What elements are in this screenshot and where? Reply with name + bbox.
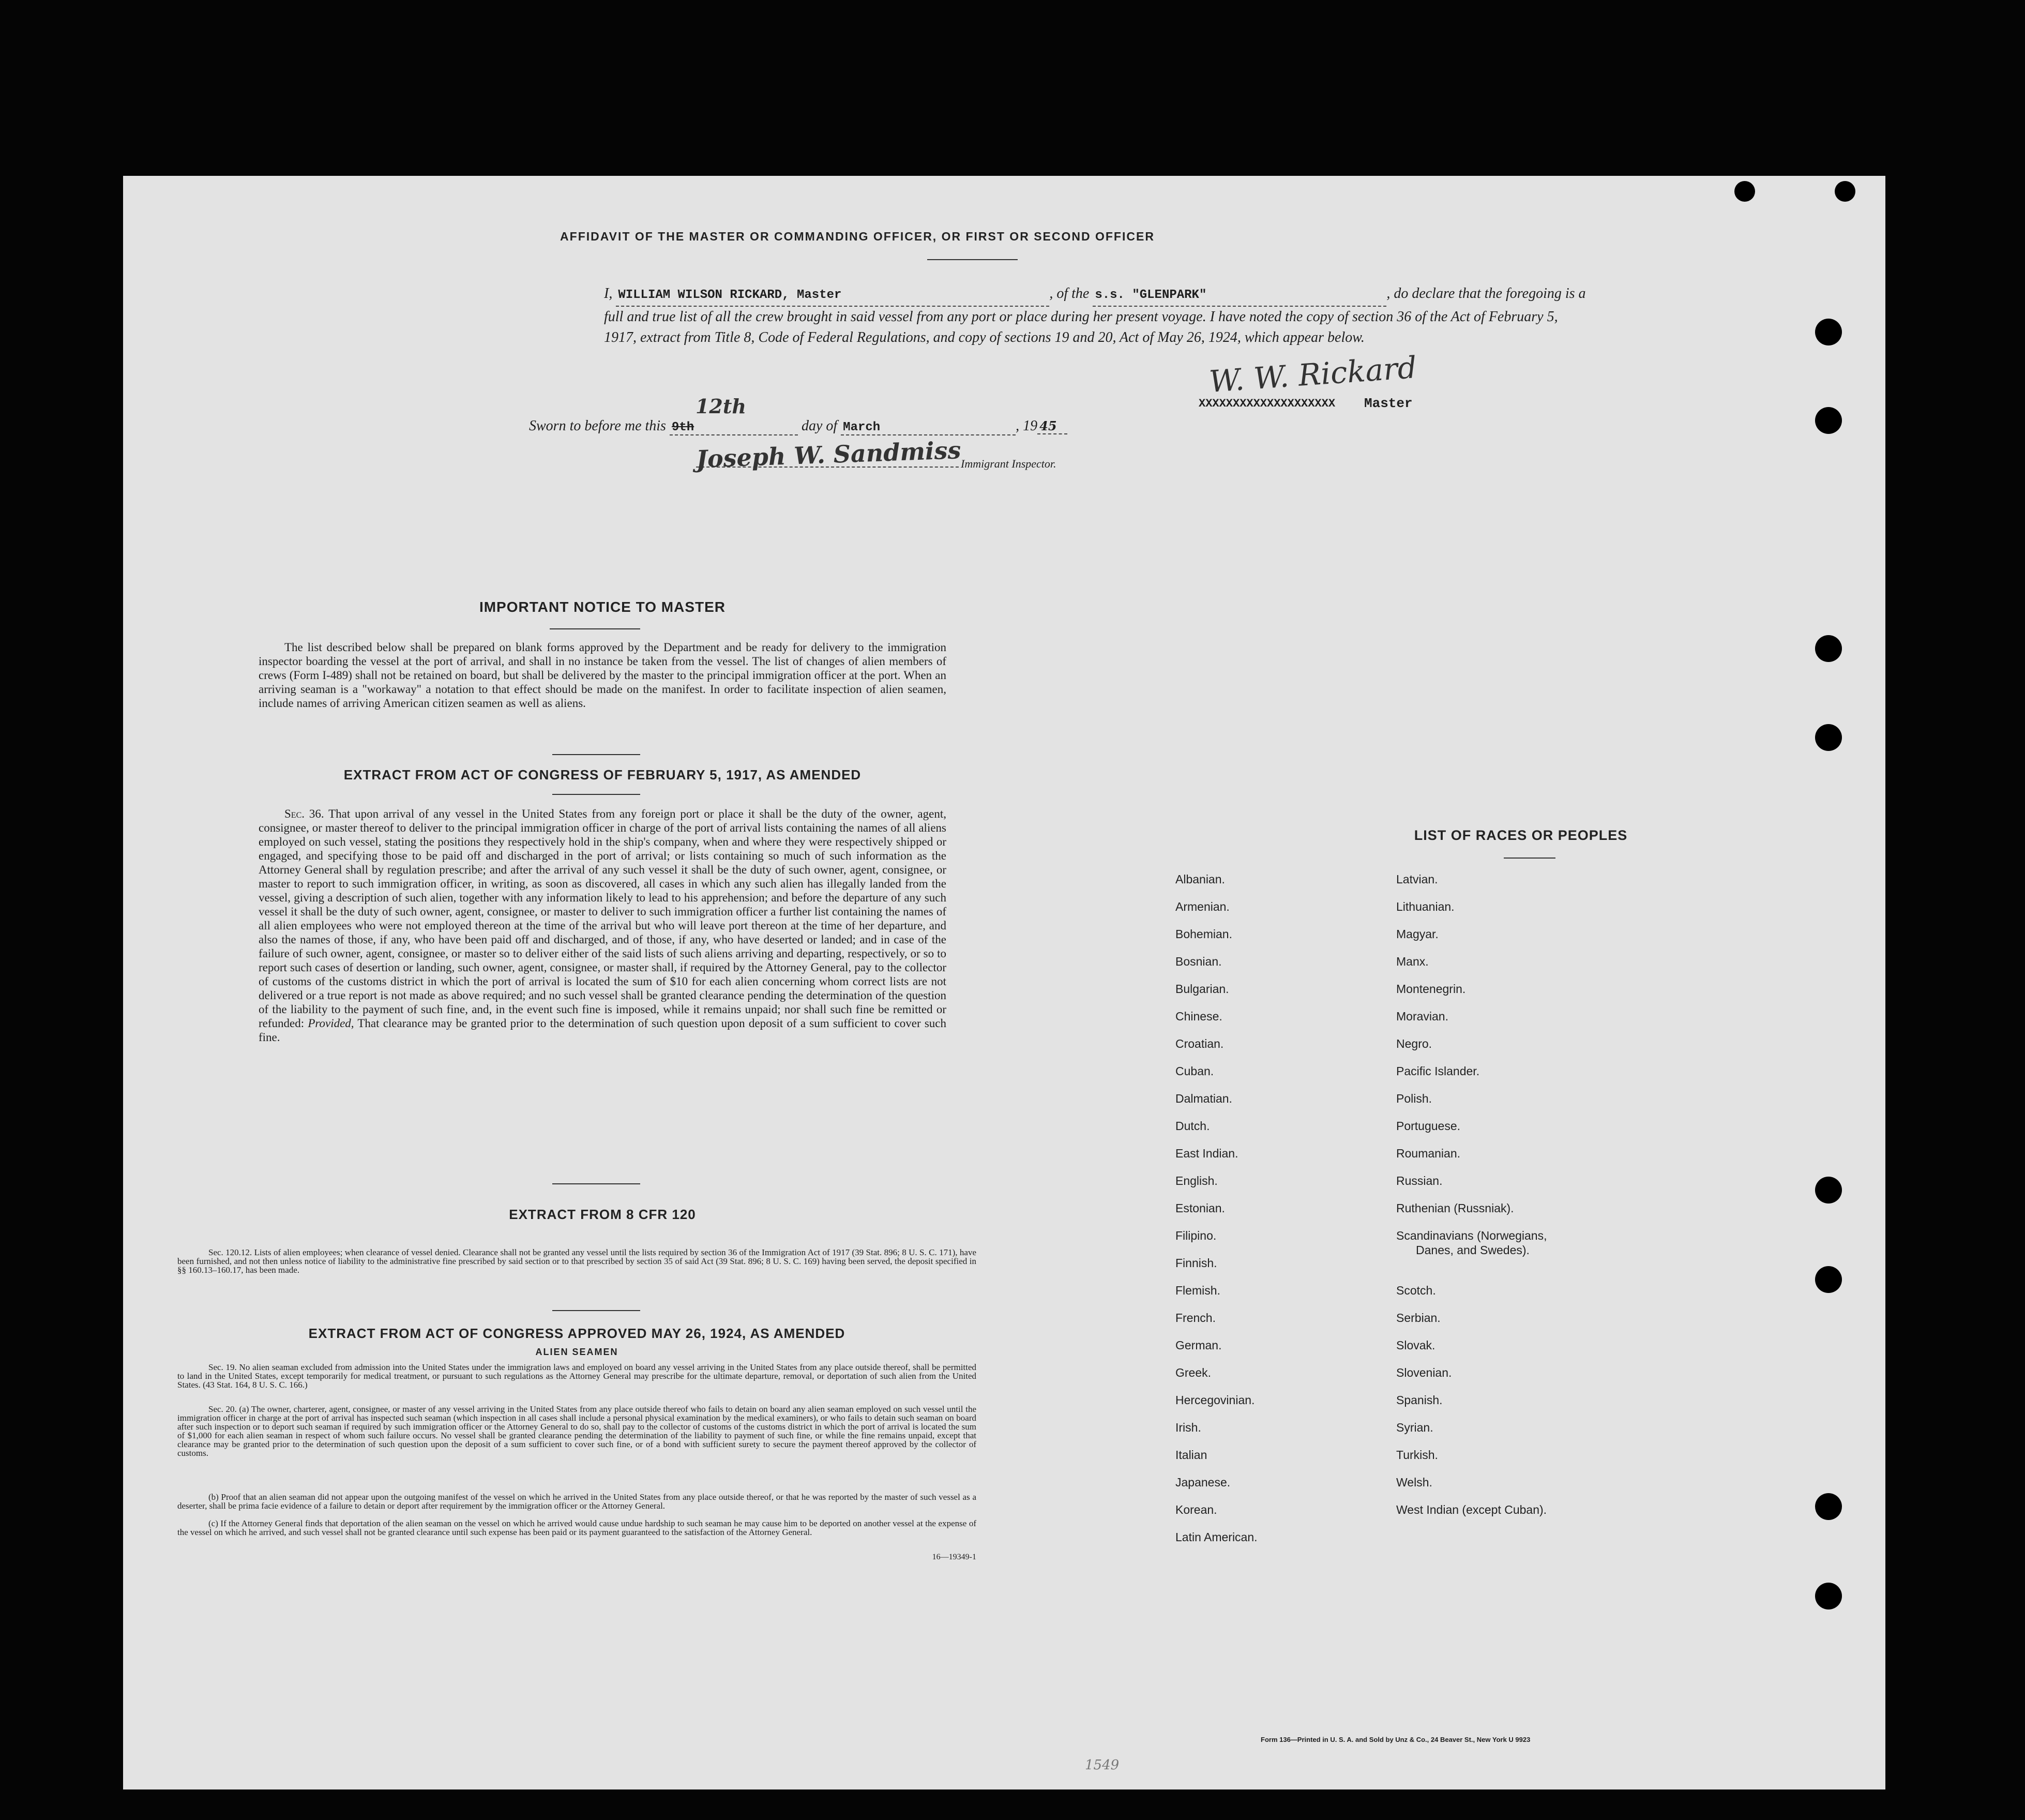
punch-hole xyxy=(1815,724,1842,751)
punch-hole xyxy=(1835,181,1855,202)
race-item: Dalmatian. xyxy=(1175,1092,1232,1105)
sworn-day-handwritten: 12th xyxy=(695,395,747,418)
race-item: Scandinavians (Norwegians, xyxy=(1396,1229,1547,1242)
race-item: Serbian. xyxy=(1396,1311,1441,1325)
race-item: West Indian (except Cuban). xyxy=(1396,1503,1547,1516)
divider xyxy=(552,1310,640,1311)
master-name-field: WILLIAM WILSON RICKARD, Master xyxy=(616,285,1049,307)
race-item: Manx. xyxy=(1396,955,1429,968)
extract-1924-title: EXTRACT FROM ACT OF CONGRESS APPROVED MAY 26, 1924, AS AMENDED xyxy=(308,1326,845,1341)
extract-cfr-text: Sec. 120.12. Lists of alien employees; when clearance of vessel denied. Clearance shall not be granted any vessel until the lists required by section 36 of the Immigration Act of 1917 (39 Stat. 896; 8 U. S. C. 171), have been furnished, and not then unless notice of liability to the administrative fine prescribed by said section or to that prescribed by section 35 of said Act (39 Stat. 896; 8 U. S. C. 169) having been served, the deposit specified in §§ 160.13–160.17, has been made. xyxy=(177,1247,976,1275)
punch-hole xyxy=(1815,1493,1842,1520)
affidavit-statement: that the foregoing is a full and true list of all the crew brought in said vessel from any port or place during her present voyage. I have noted the copy of section 36 of the Act of February 5, 1917, extract from Title 8, Code of Federal Regulations, and copy of sections 19 and 20, Act of May 26, 1924, which appear below. xyxy=(604,285,1586,345)
extract-1917-text xyxy=(259,807,946,1044)
form-code: 16—19349-1 xyxy=(932,1553,976,1561)
race-item: Albanian. xyxy=(1175,873,1225,886)
race-item: Moravian. xyxy=(1396,1010,1448,1023)
affidavit-declaration xyxy=(604,283,1586,348)
race-item: English. xyxy=(1175,1174,1218,1187)
punch-hole xyxy=(1734,181,1755,202)
race-item: Syrian. xyxy=(1396,1421,1433,1434)
of-the-label: , of the xyxy=(1049,285,1090,302)
divider xyxy=(550,628,640,629)
race-item: Korean. xyxy=(1175,1503,1217,1516)
divider xyxy=(1504,858,1555,859)
proviso-text: That clearance may be granted prior to the determination of such question upon deposit of a sum sufficient to cover such fine. xyxy=(259,1017,946,1044)
notice-title: IMPORTANT NOTICE TO MASTER xyxy=(479,599,726,615)
sec-20c-text: (c) If the Attorney General finds that deportation of the alien seaman on the vessel on which he arrived would cause undue hardship to such seaman he may cause him to be deported on another vessel at the expense of the vessel on which he arrived, and such vessel shall not be granted clearance until such expense has been paid or its payment guaranteed to the satisfaction of the Attorney General. xyxy=(177,1518,976,1537)
race-item: Chinese. xyxy=(1175,1010,1222,1023)
race-item: Dutch. xyxy=(1175,1119,1210,1133)
extract-1917-title: EXTRACT FROM ACT OF CONGRESS OF FEBRUARY 5, 1917, AS AMENDED xyxy=(343,767,862,783)
day-of-label: day of xyxy=(801,418,838,434)
race-item: Greek. xyxy=(1175,1366,1212,1379)
affidavit-title: AFFIDAVIT OF THE MASTER OR COMMANDING OFFICER, OR FIRST OR SECOND OFFICER xyxy=(560,230,1155,243)
punch-hole xyxy=(1815,1266,1842,1293)
race-item: Finnish. xyxy=(1175,1256,1217,1270)
race-item: Welsh. xyxy=(1396,1476,1432,1489)
race-item: Filipino. xyxy=(1175,1229,1217,1242)
punch-hole xyxy=(1815,407,1842,434)
punch-hole xyxy=(1815,635,1842,662)
punch-hole xyxy=(1815,1583,1842,1610)
inspector-label: Immigrant Inspector. xyxy=(961,457,1056,470)
divider xyxy=(552,1183,640,1184)
race-item: Japanese. xyxy=(1175,1476,1231,1489)
race-item: Lithuanian. xyxy=(1396,900,1455,913)
printer-imprint: Form 136—Printed in U. S. A. and Sold by Unz & Co., 24 Beaver St., New York U 9923 xyxy=(1261,1736,1531,1743)
race-item: Flemish. xyxy=(1175,1284,1220,1297)
race-item: Russian. xyxy=(1396,1174,1443,1187)
sec-20b-text: (b) Proof that an alien seaman did not appear upon the outgoing manifest of the vessel on which he arrived in the United States from any place outside thereof, or that he was reported by the master of such vessel as a deserter, shall be prima facie evidence of a failure to detain or deport after requirement by the immigration officer or the Attorney General. xyxy=(177,1492,976,1511)
divider xyxy=(927,259,1018,260)
form-page xyxy=(123,176,1885,1789)
punch-hole xyxy=(1815,1177,1842,1204)
sec-20a-text: Sec. 20. (a) The owner, charterer, agent, consignee, or master of any vessel arriving in the United States from any place outside thereof who fails to detain on board any alien seaman employed on such vessel until the immigration officer in charge at the port of arrival has inspected such seaman (which inspection in all cases shall include a personal physical examination by the medical examiners), or who fails to detain such seaman on board after such inspection or to deport such seaman if required by such immigration officer or the Attorney General to do so, shall pay to the collector of customs of the customs district in which the port of arrival is located the sum of $1,000 for each alien seaman in respect of whom such failure occurs. No vessel shall be granted clearance pending the determination of the liability to payment of such fine, or while the fine remains unpaid, except that clearance may be granted prior to the determination of such question upon the deposit of a sum sufficient to cover such fine, or of a bond with sufficient surety to secure the payment thereof approved by the collector of customs. xyxy=(177,1404,976,1458)
inspector-signature-field xyxy=(696,436,962,473)
year-prefix: , 19 xyxy=(1016,418,1038,434)
race-item: Irish. xyxy=(1175,1421,1201,1434)
race-item: Montenegrin. xyxy=(1396,982,1466,996)
proviso-label: Provided, xyxy=(308,1017,354,1030)
race-item: Latin American. xyxy=(1175,1530,1258,1544)
race-item: Bulgarian. xyxy=(1175,982,1229,996)
race-item: Roumanian. xyxy=(1396,1147,1461,1160)
race-item: Estonian. xyxy=(1175,1201,1225,1215)
race-item: Polish. xyxy=(1396,1092,1432,1105)
race-item: Portuguese. xyxy=(1396,1119,1461,1133)
sworn-label: Sworn to before me this xyxy=(529,418,666,434)
race-item: Hercegovinian. xyxy=(1175,1393,1255,1407)
sworn-year-field: 45 xyxy=(1037,418,1067,434)
race-item: Negro. xyxy=(1396,1037,1432,1050)
race-item: Bohemian. xyxy=(1175,927,1232,941)
race-item: Italian xyxy=(1175,1448,1207,1462)
extract-cfr-title: EXTRACT FROM 8 CFR 120 xyxy=(509,1207,696,1222)
punch-hole xyxy=(1815,319,1842,345)
race-item: Magyar. xyxy=(1396,927,1439,941)
race-item: German. xyxy=(1175,1338,1222,1352)
notice-text: The list described below shall be prepared on blank forms approved by the Department and be ready for delivery to the immigration inspector boarding the vessel at the port of arrival, and shall in no instance be taken from the vessel. The list of changes of alien members of crews (Form I-489) shall not be retained on board, but shall be delivered by the master to the principal immigration officer at the port. When an arriving seaman is a "workaway" a notation to that effect should be made on the manifest. In order to facilitate inspection of alien seamen, include names of arriving American citizen seamen as well as aliens. xyxy=(259,641,946,710)
race-item: Pacific Islander. xyxy=(1396,1064,1480,1078)
sworn-day-struck: 9th xyxy=(671,420,694,434)
sec-36-body: That upon arrival of any vessel in the United States from any foreign port or place it shall be the duty of the owner, agent, consignee, or master thereof to deliver to the principal immigration officer in charge of the port of arrival lists containing the names of all aliens employed on such vessel, stating the positions they respectively hold in the ship's company, when and where they were respectively shipped or engaged, and specifying those to be paid off and discharged in the port of arrival; or lists containing so much of such information as the Attorney General shall by regulation prescribe; and after the arrival of any such vessel it shall be the duty of such owner, agent, consignee, or master to report to such immigration officer, in writing, as soon as discovered, all cases in which any such alien has illegally landed from the vessel, giving a description of such alien, together with any information likely to lead to his apprehension; and before the departure of any such vessel it shall be the duty of such owner, agent, consignee, or master to deliver to such immigration officer a further list containing the names of all alien employees who were not employed thereon at the time of the arrival but who will leave port thereon at the time of her departure, and also the names of those, if any, who have been paid off and discharged, and of those, if any, who have deserted or landed; and in case of the failure of such owner, agent, consignee, or master so to deliver either of the said lists of such aliens arriving and departing, respectively, or so to report such cases of desertion or landing, such owner, agent, consignee, or master shall, if required by the Attorney General, pay to the collector of customs of the customs district in which the port of arrival is located the sum of $10 for each alien concerning whom correct lists are not delivered or a true report is not made as above required; and no such vessel shall be granted clearance pending the determination of the question of the liability to the payment of such fine, and, in the event such fine is imposed, while it remains unpaid; nor shall such fine be remitted or refunded: xyxy=(259,807,946,1030)
race-item: Latvian. xyxy=(1396,873,1438,886)
inspector-signature: Joseph W. Sandmiss xyxy=(696,436,962,473)
race-item: Bosnian. xyxy=(1175,955,1222,968)
race-item: Cuban. xyxy=(1175,1064,1214,1078)
race-item: East Indian. xyxy=(1175,1147,1238,1160)
races-title: LIST OF RACES OR PEOPLES xyxy=(1414,828,1628,843)
race-item: Ruthenian (Russniak). xyxy=(1396,1201,1514,1215)
race-item: Croatian. xyxy=(1175,1037,1224,1050)
affidavit-i: I, xyxy=(604,285,613,302)
race-item: Turkish. xyxy=(1396,1448,1438,1462)
race-item: Spanish. xyxy=(1396,1393,1443,1407)
race-item: French. xyxy=(1175,1311,1216,1325)
margin-handwritten-mark: 1549 xyxy=(1085,1757,1120,1773)
vessel-name-field: s.s. "GLENPARK" xyxy=(1093,285,1386,307)
master-title: Master xyxy=(1364,396,1413,411)
sworn-line xyxy=(529,395,1067,435)
race-item: Scotch. xyxy=(1396,1284,1436,1297)
divider xyxy=(552,754,640,755)
race-item: Slovenian. xyxy=(1396,1366,1452,1379)
sworn-day-field xyxy=(670,395,798,435)
sec-19-text: Sec. 19. No alien seaman excluded from admission into the United States under the immigration laws and employed on board any vessel arriving in the United States from any place outside thereof, shall be permitted to land in the United States, except temporarily for medical treatment, or pursuant to such regulations as the Attorney General may prescribe for the ultimate departure, removal, or deportation of such alien from the United States. (43 Stat. 164, 8 U. S. C. 166.) xyxy=(177,1362,976,1390)
sworn-month-field: March xyxy=(841,420,1016,435)
inspector-line xyxy=(696,436,1056,473)
alien-seamen-subtitle: ALIEN SEAMEN xyxy=(535,1347,618,1357)
divider xyxy=(552,794,640,795)
race-item: Slovak. xyxy=(1396,1338,1435,1352)
master-signature: W. W. Rickard xyxy=(1208,350,1418,399)
race-item: Danes, and Swedes). xyxy=(1416,1243,1530,1257)
race-item: Armenian. xyxy=(1175,900,1230,913)
do-declare-label: , do declare xyxy=(1386,285,1455,302)
sec-36-label: Sec. 36. xyxy=(284,807,324,820)
master-title-struck: XXXXXXXXXXXXXXXXXXXX xyxy=(1199,397,1336,410)
